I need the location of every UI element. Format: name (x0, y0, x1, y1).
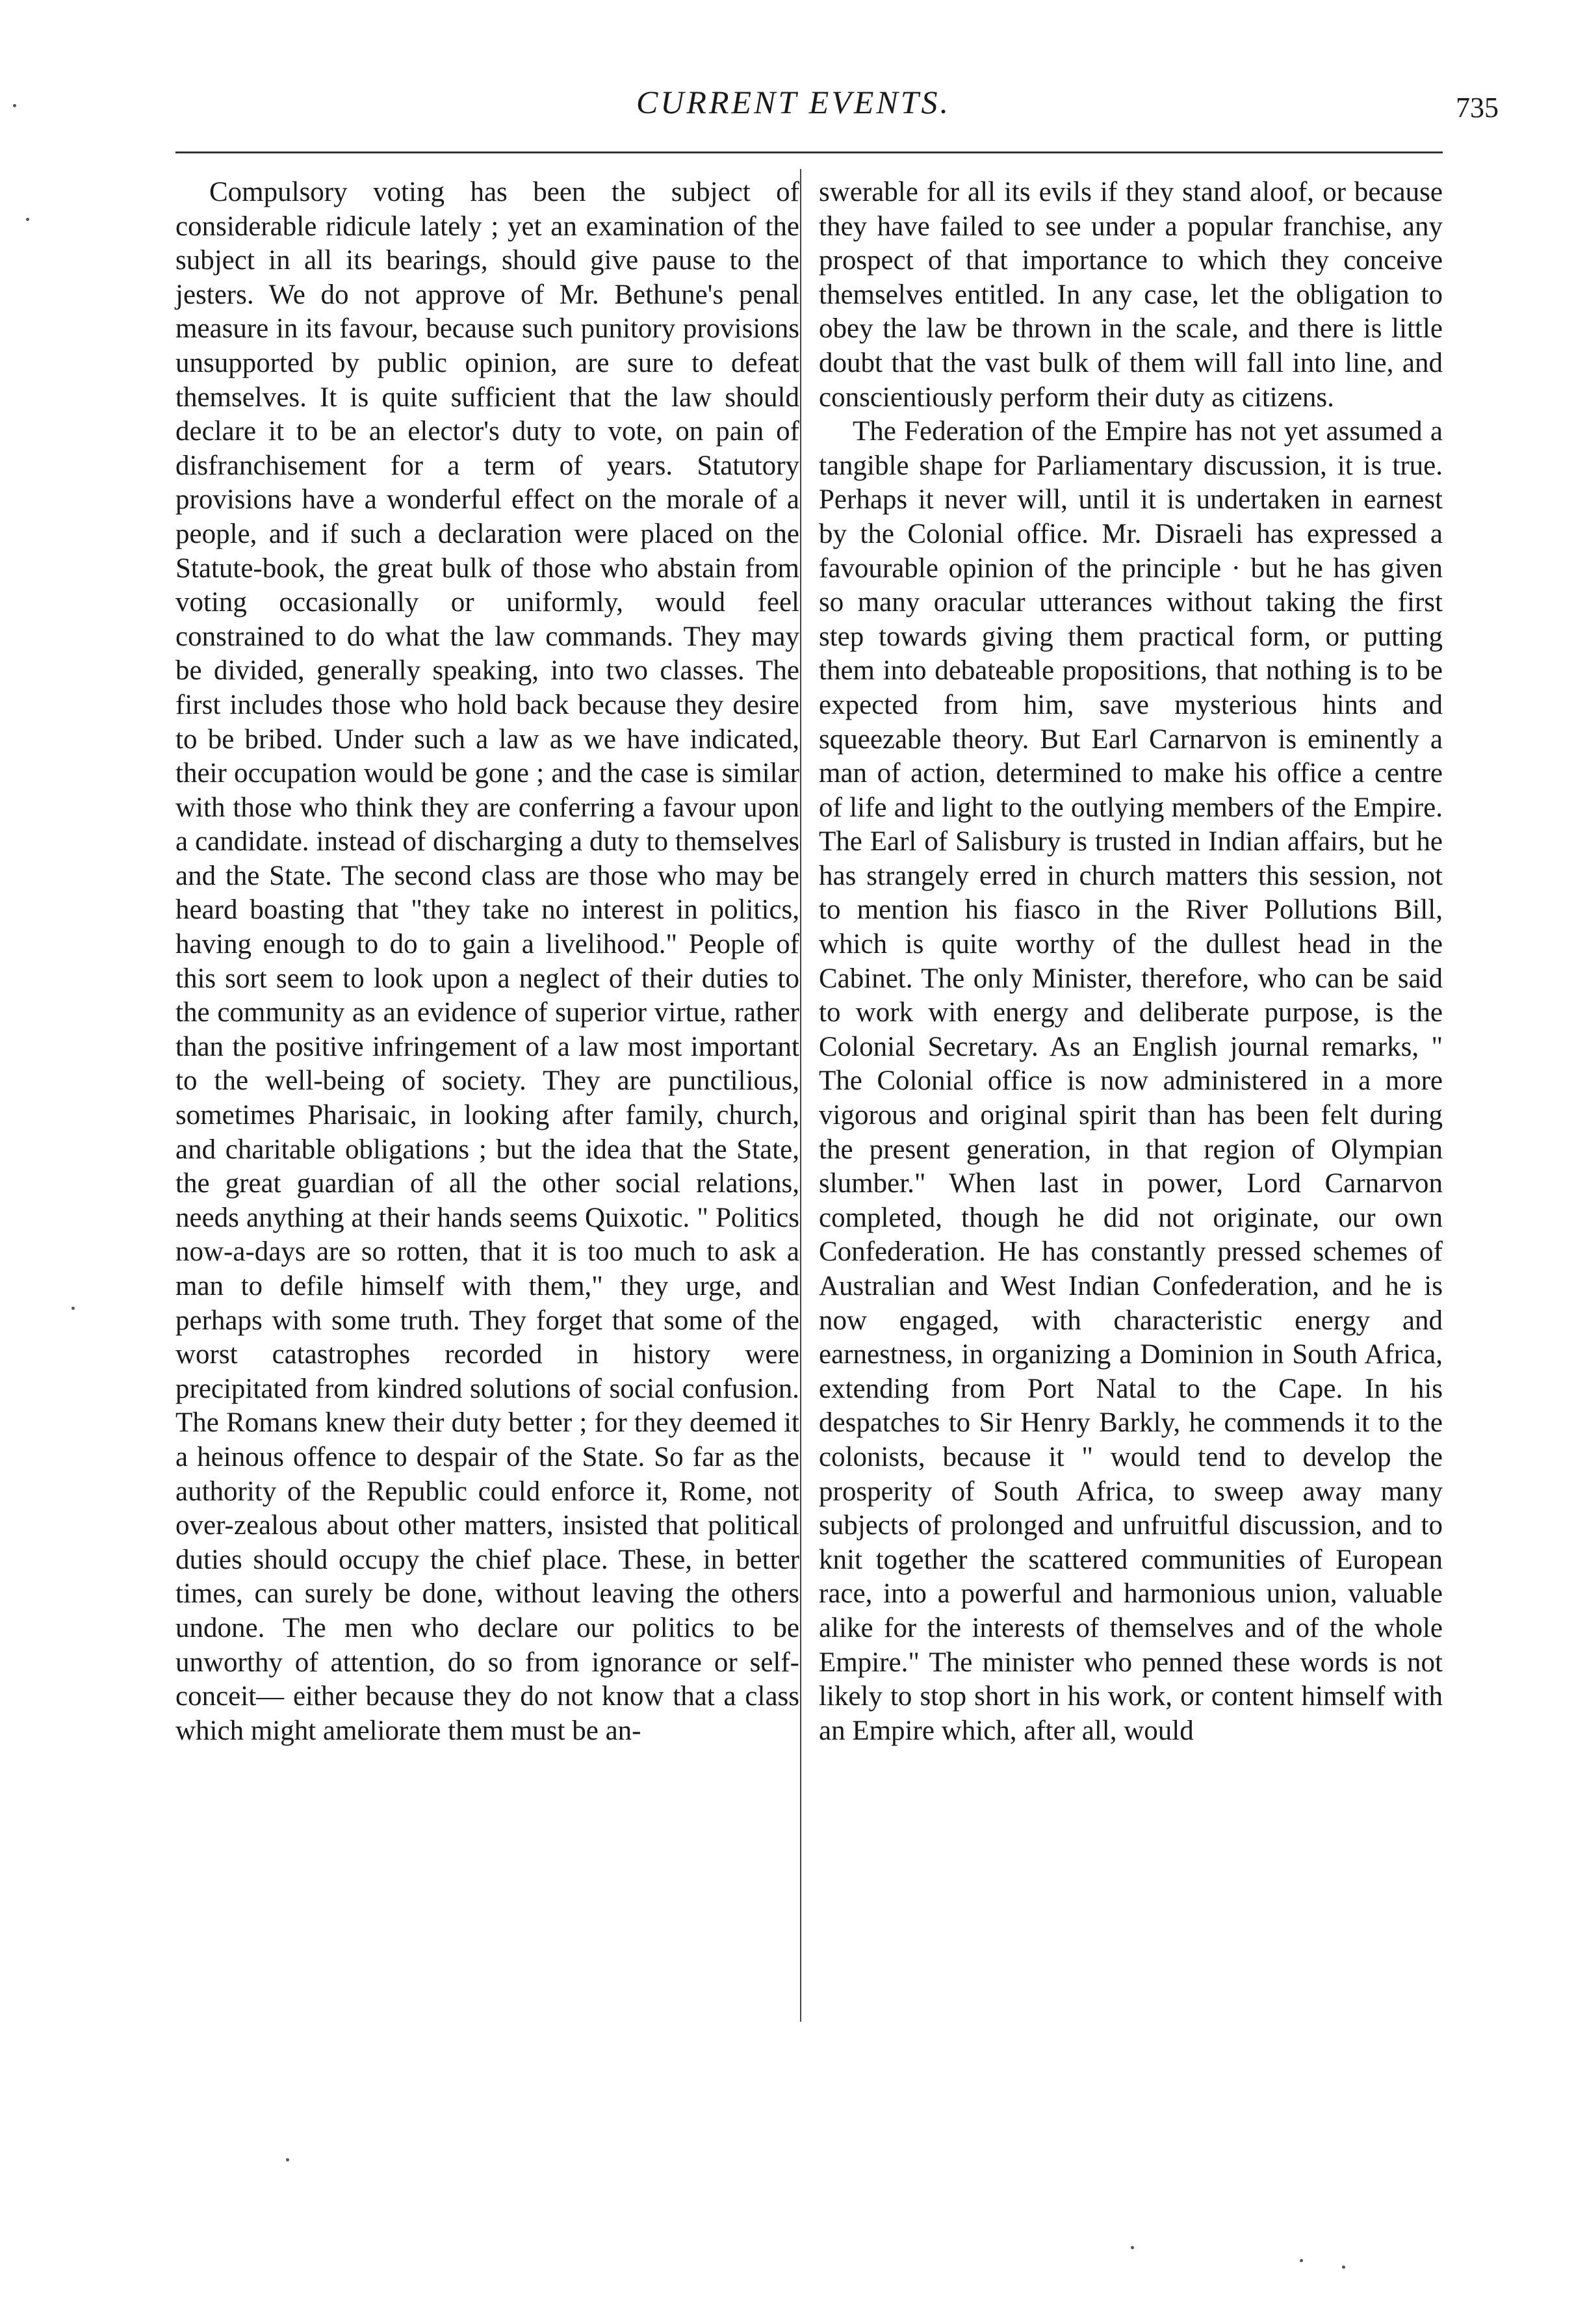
column-divider (800, 169, 801, 2022)
print-speck (1342, 2265, 1345, 2269)
print-speck (13, 104, 16, 107)
print-speck (1131, 2246, 1134, 2249)
print-speck (26, 218, 29, 221)
running-title: CURRENT EVENTS. (636, 84, 951, 120)
left-column (175, 176, 799, 1748)
left-paragraph-compulsory-voting: Compulsory voting has been the subject of considerable ridicule lately ; yet an examination of the subject in all its bearings, should give pause to the jesters. We do not approve of Mr. Bethune's penal measure in its favour, because such punitory provisions unsupported by public opinion, are sure to defeat themselves. It is quite sufficient that the law should declare it to be an elector's duty to vote, on pain of disfranchisement for a term of years. Statutory provisions have a wonderful effect on the morale of a people, and if such a declaration were placed on the Statute-book, the great bulk of those who abstain from voting occasionally or uniformly, would feel constrained to do what the law commands. They may be divided, generally speaking, into two classes. The first includes those who hold back because they desire to be bribed. Under such a law as we have indicated, their occupation would be gone ; and the case is similar with those who think they are conferring a favour upon a candidate. instead of discharging a duty to themselves and the State. The second class are those who may be heard boasting that "they take no interest in politics, having enough to do to gain a livelihood." People of this sort seem to look upon a neglect of their duties to the community as an evidence of superior virtue, rather than the positive infringement of a law most important to the well-being of society. They are punctilious, sometimes Pharisaic, in looking after family, church, and charitable obligations ; but the idea that the State, the great guardian of all the other social relations, needs anything at their hands seems Quixotic. " Politics now-a-days are so rotten, that it is too much to ask a man to defile himself with them," they urge, and perhaps with some truth. They forget that some of the worst catastrophes recorded in history were precipitated from kindred solutions of social confusion. The Romans knew their duty better ; for they deemed it a heinous offence to despair of the State. So far as the authority of the Republic could enforce it, Rome, not over-zealous about other matters, insisted that political duties should occupy the chief place. These, in better times, can surely be done, without leaving the others undone. The men who declare our politics to be unworthy of attention, do so from ignorance or self-conceit— either because they do not know that a class which might ameliorate them must be an- (175, 177, 799, 1746)
right-paragraph-continuation: swerable for all its evils if they stand aloof, or because they have failed to see under a popular franchise, any prospect of that importance to which they conceive themselves entitled. In any case, let the obligation to obey the law be thrown in the scale, and there is little doubt that the vast bulk of them will fall into line, and conscientiously perform their duty as citizens. (819, 177, 1443, 413)
print-speck (1300, 2259, 1303, 2262)
page-number: 735 (1456, 92, 1499, 124)
print-speck (71, 1307, 75, 1310)
header-rule (175, 151, 1443, 153)
right-column (819, 176, 1443, 1748)
page-header (0, 83, 1587, 155)
print-speck (286, 2158, 289, 2161)
right-paragraph-federation: The Federation of the Empire has not yet assumed a tangible shape for Parliamentary discussion, it is true. Perhaps it never will, until it is undertaken in earnest by the Colonial office. Mr. Disraeli has expressed a favourable opinion of the principle · but he has given so many oracular utterances without taking the first step towards giving them practical form, or putting them into debateable propositions, that nothing is to be expected from him, save mysterious hints and squeezable theory. But Earl Carnarvon is eminently a man of action, determined to make his office a centre of life and light to the outlying members of the Empire. The Earl of Salisbury is trusted in Indian affairs, but he has strangely erred in church matters this session, not to mention his fiasco in the River Pollutions Bill, which is quite worthy of the dullest head in the Cabinet. The only Minister, therefore, who can be said to work with energy and deliberate purpose, is the Colonial Secretary. As an English journal remarks, " The Colonial office is now administered in a more vigorous and original spirit than has been felt during the present generation, in that region of Olympian slumber." When last in power, Lord Carnarvon completed, though he did not originate, our own Confederation. He has constantly pressed schemes of Australian and West Indian Confederation, and he is now engaged, with characteristic energy and earnestness, in organizing a Dominion in South Africa, extending from Port Natal to the Cape. In his despatches to Sir Henry Barkly, he commends it to the colonists, because it " would tend to develop the prosperity of South Africa, to sweep away many subjects of prolonged and unfruitful discussion, and to knit together the scattered communities of European race, into a powerful and harmonious union, valuable alike for the interests of themselves and of the whole Empire." The minister who penned these words is not likely to stop short in his work, or content himself with an Empire which, after all, would (819, 416, 1443, 1746)
